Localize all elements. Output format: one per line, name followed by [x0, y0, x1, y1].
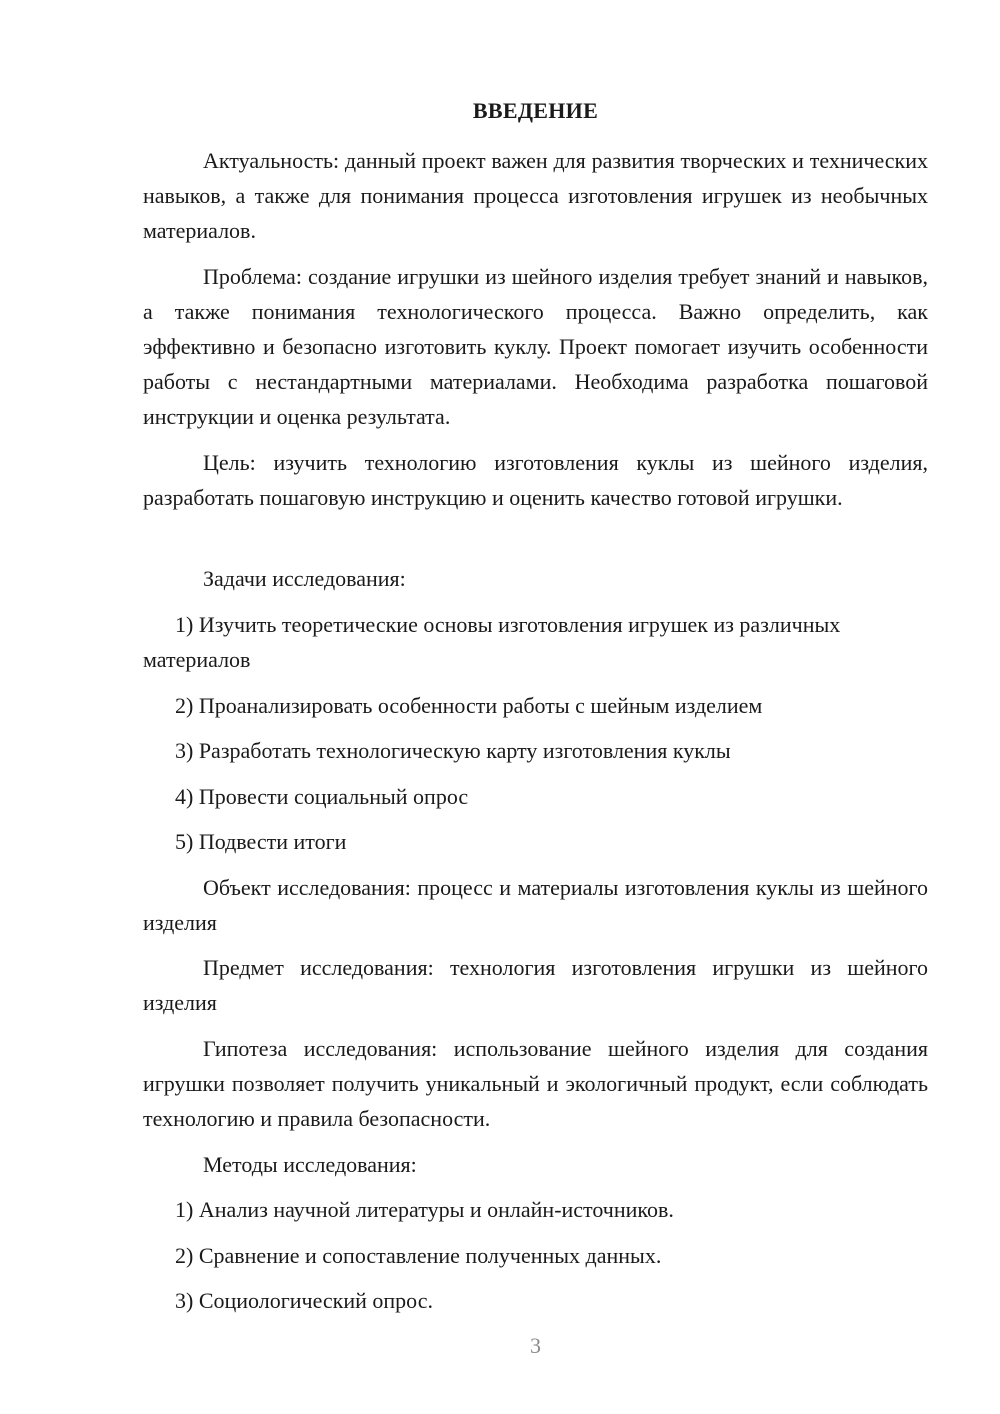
task-item: 4) Провести социальный опрос [175, 784, 469, 809]
object-paragraph: Объект исследования: процесс и материалы изготовления куклы из шейного изделия [143, 875, 928, 935]
relevance-paragraph: Актуальность: данный проект важен для развития творческих и технических навыков, а также для понимания процесса изготовления игрушек из необычных материалов. [143, 148, 928, 243]
task-item: 5) Подвести итоги [175, 829, 347, 854]
goal-paragraph: Цель: изучить технологию изготовления куклы из шейного изделия, разработать пошаговую инструкцию и оценить качество готовой игрушки. [143, 450, 928, 510]
methods-heading: Методы исследования: [203, 1152, 417, 1177]
problem-paragraph: Проблема: создание игрушки из шейного изделия требует знаний и навыков, а также понимания технологического процесса. Важно определить, как эффективно и безопасно изготовить куклу. Проект помогает изучить особенности работы с нестандартными материалами. Необходима разработка пошаговой инструкции и оценка результата. [143, 264, 928, 429]
method-item: 1) Анализ научной литературы и онлайн-источников. [175, 1197, 674, 1222]
method-item: 3) Социологический опрос. [175, 1288, 433, 1313]
task-item: 1) Изучить теоретические основы изготовления игрушек из различных материалов [143, 612, 841, 672]
method-item: 2) Сравнение и сопоставление полученных данных. [175, 1243, 662, 1268]
subject-paragraph: Предмет исследования: технология изготовления игрушки из шейного изделия [143, 955, 928, 1015]
task-item: 3) Разработать технологическую карту изготовления куклы [175, 738, 731, 763]
page-number: 3 [530, 1333, 541, 1358]
page-title: ВВЕДЕНИЕ [472, 98, 599, 123]
tasks-heading: Задачи исследования: [203, 566, 406, 591]
hypothesis-paragraph: Гипотеза исследования: использование шейного изделия для создания игрушки позволяет получить уникальный и экологичный продукт, если соблюдать технологию и правила безопасности. [143, 1036, 928, 1131]
task-item: 2) Проанализировать особенности работы с шейным изделием [175, 693, 763, 718]
